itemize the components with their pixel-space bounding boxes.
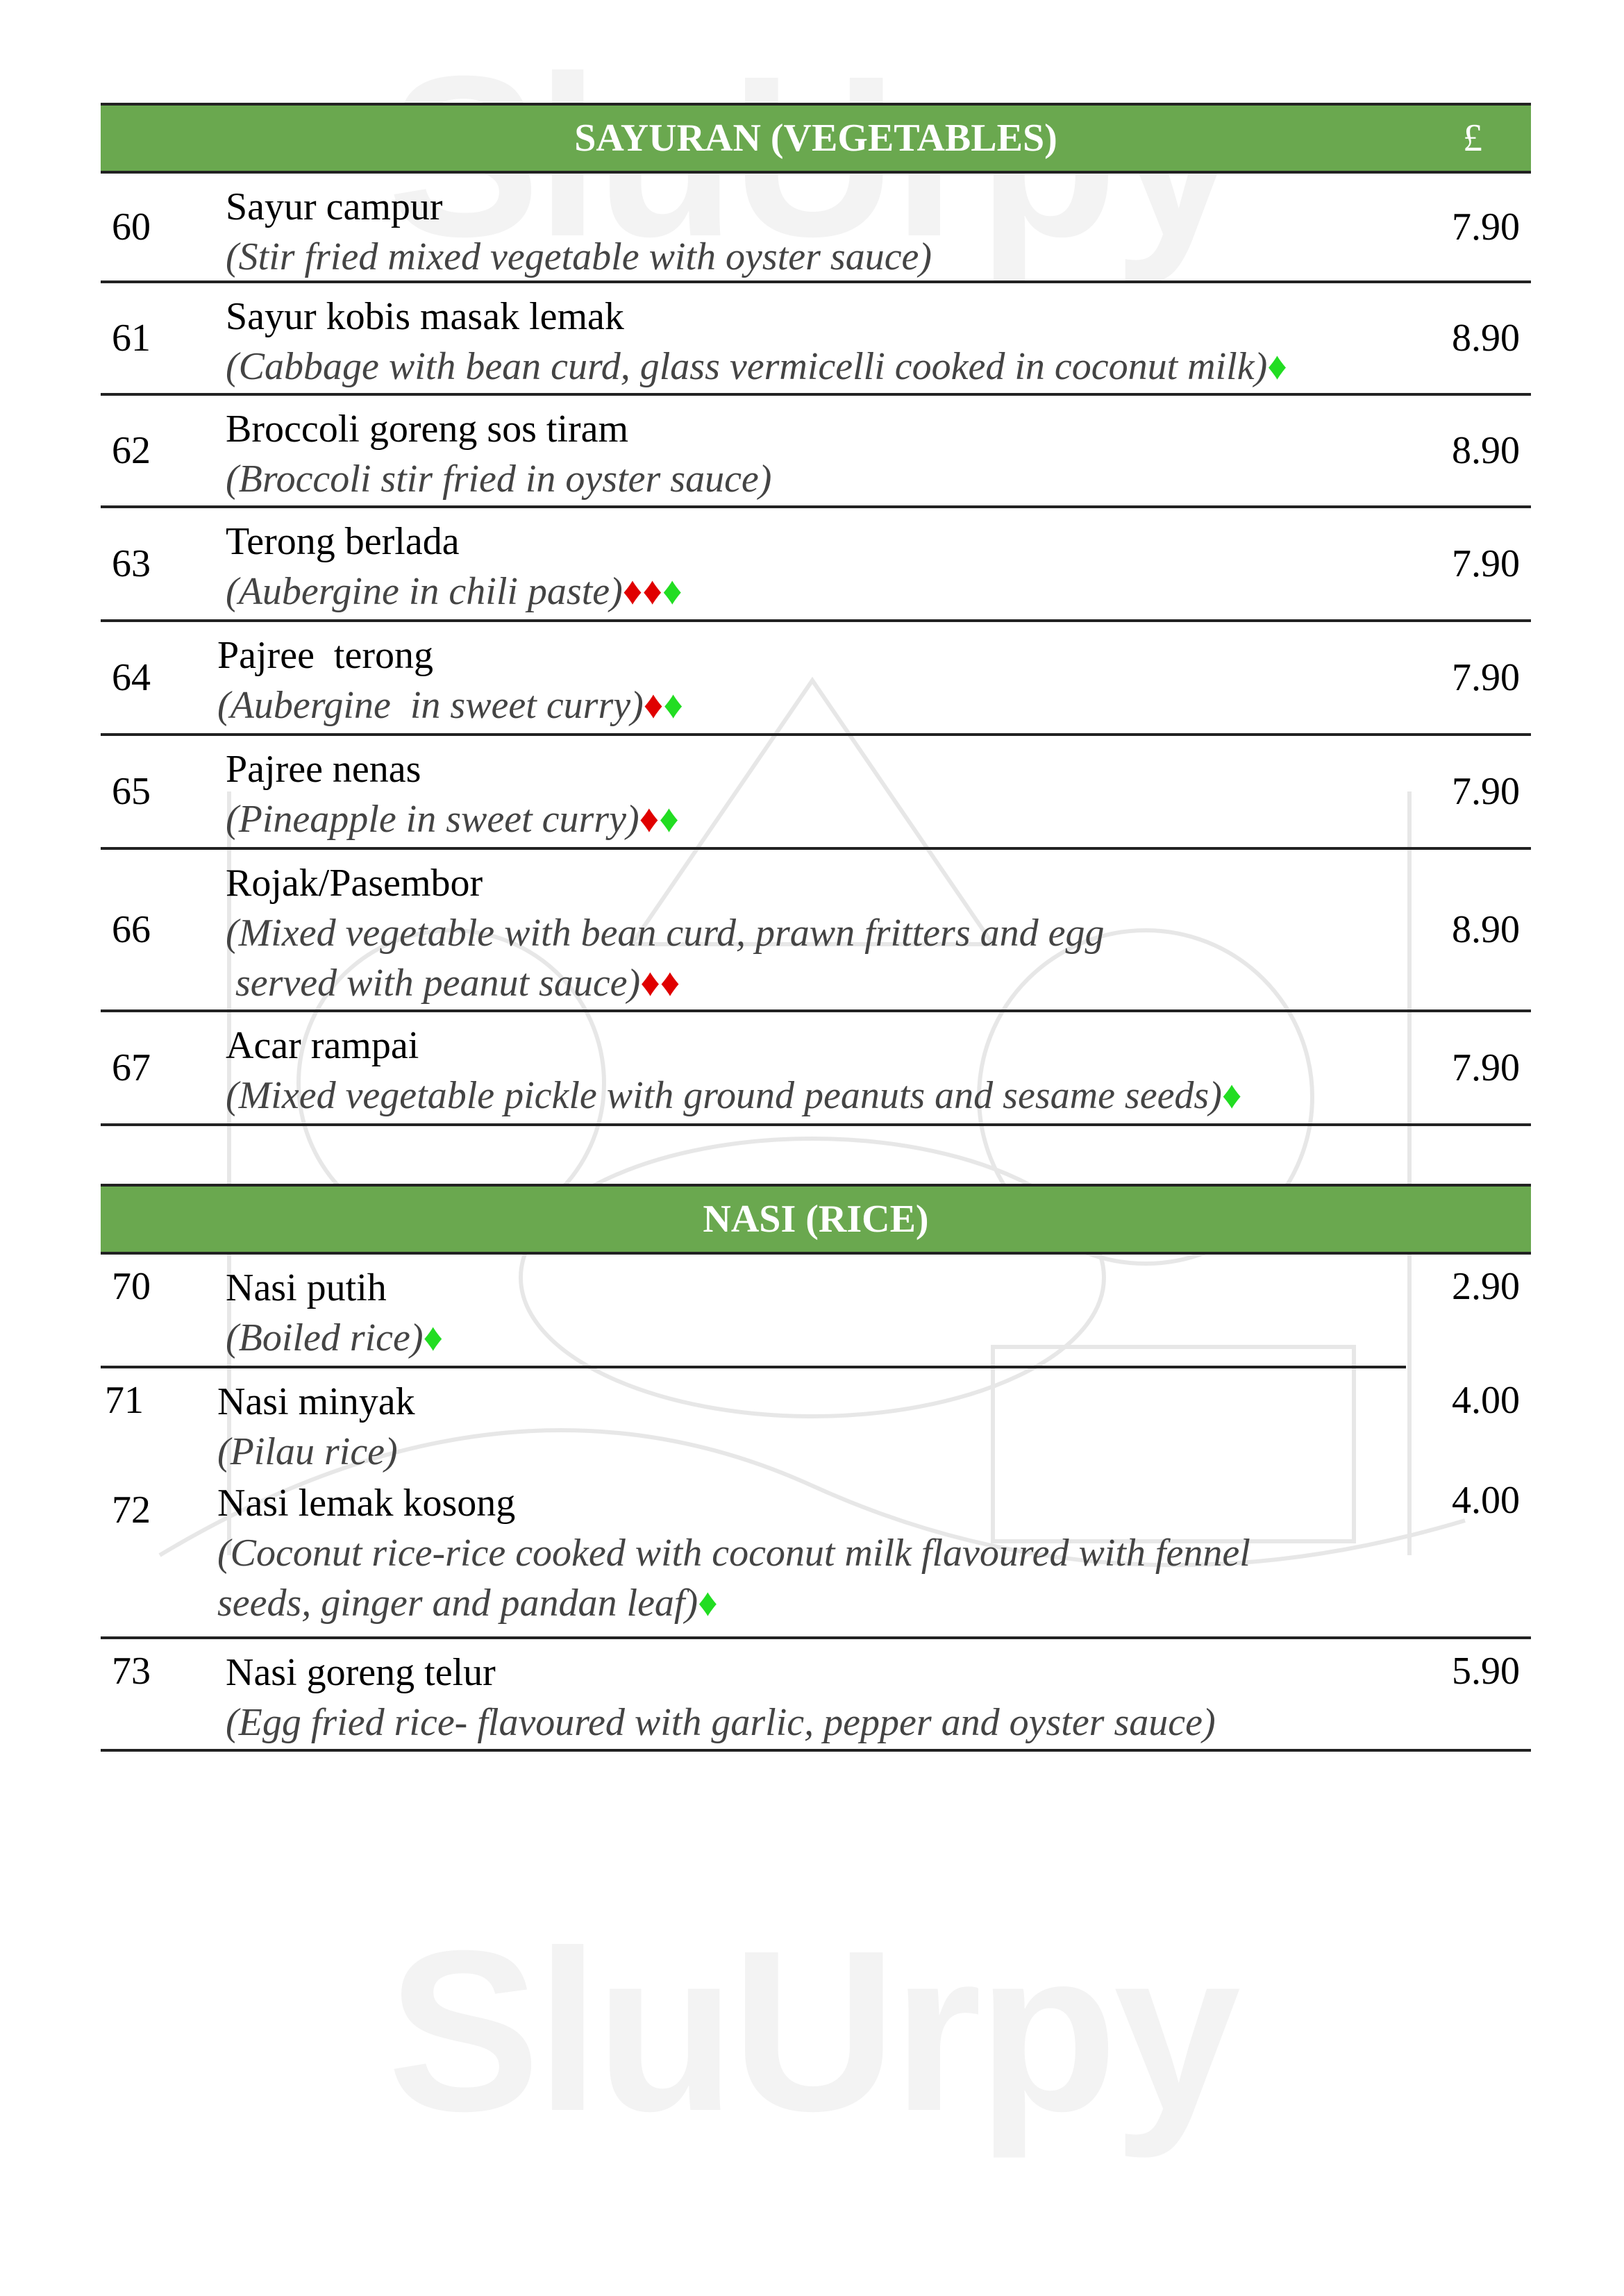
chili-spicy-icon: ♦	[643, 684, 664, 727]
vegetarian-icon: ♦	[698, 1582, 718, 1625]
item-number: 64	[112, 656, 151, 699]
item-price: 4.00	[1452, 1479, 1520, 1522]
item-price: 7.90	[1452, 206, 1520, 249]
item-price: 8.90	[1452, 317, 1520, 360]
item-description: (Pilau rice)	[217, 1430, 398, 1473]
menu-item-64	[101, 622, 1531, 736]
item-number: 66	[112, 908, 151, 951]
item-description: (Mixed vegetable pickle with ground peanuts and sesame seeds)	[226, 1074, 1222, 1117]
rice-section	[101, 1184, 1531, 1752]
item-description-continued: seeds, ginger and pandan leaf)	[217, 1582, 698, 1625]
vegetables-header	[101, 103, 1531, 174]
vegetarian-icon: ♦	[663, 684, 683, 727]
watermark-bottom	[0, 1916, 1624, 2145]
menu-item-61	[101, 283, 1531, 396]
chili-spicy-icon: ♦	[639, 798, 660, 841]
item-description: (Aubergine in sweet curry)	[217, 684, 644, 727]
vegetarian-icon: ♦	[659, 798, 679, 841]
item-name: Rojak/Pasembor	[226, 862, 483, 905]
item-name: Pajree nenas	[226, 748, 421, 791]
item-description: (Cabbage with bean curd, glass vermicelli cooked in coconut milk)	[226, 345, 1268, 388]
currency-symbol: £	[1463, 117, 1482, 160]
item-name: Nasi goreng telur	[226, 1651, 496, 1694]
item-number: 72	[112, 1489, 151, 1532]
menu-item-70	[101, 1255, 1520, 1368]
menu-item-63	[101, 508, 1531, 622]
rice-title: NASI (RICE)	[703, 1198, 929, 1241]
item-name: Nasi minyak	[217, 1380, 415, 1423]
item-name: Sayur campur	[226, 185, 443, 228]
item-description: (Boiled rice)	[226, 1316, 424, 1359]
item-description: (Broccoli stir fried in oyster sauce)	[226, 458, 772, 501]
item-name: Terong berlada	[226, 520, 460, 563]
vegetarian-icon: ♦	[1221, 1074, 1242, 1117]
item-number: 70	[112, 1265, 151, 1308]
vegetarian-icon: ♦	[662, 570, 683, 613]
item-description: (Coconut rice-rice cooked with coconut milk flavoured with fennel	[217, 1532, 1250, 1575]
menu-item-60	[101, 174, 1531, 283]
vegetarian-icon: ♦	[1267, 345, 1287, 388]
item-description: (Aubergine in chili paste)	[226, 570, 623, 613]
item-number: 73	[112, 1650, 151, 1693]
item-price: 2.90	[1452, 1265, 1520, 1308]
item-number: 63	[112, 542, 151, 585]
item-description: (Egg fried rice- flavoured with garlic, pepper and oyster sauce)	[226, 1701, 1216, 1744]
item-description-continued: served with peanut sauce)	[226, 962, 641, 1005]
item-number: 67	[112, 1046, 151, 1089]
chili-spicy-icon: ♦♦	[622, 570, 662, 613]
item-name: Nasi putih	[226, 1266, 387, 1309]
item-price: 8.90	[1452, 908, 1520, 951]
item-price: 7.90	[1452, 542, 1520, 585]
vegetables-title: SAYURAN (VEGETABLES)	[574, 117, 1057, 160]
chili-spicy-icon: ♦♦	[640, 962, 680, 1005]
vegetarian-icon: ♦	[423, 1316, 444, 1359]
item-number: 62	[112, 429, 151, 472]
item-price: 7.90	[1452, 1046, 1520, 1089]
item-name: Broccoli goreng sos tiram	[226, 408, 629, 451]
item-name: Nasi lemak kosong	[217, 1482, 516, 1525]
item-description: (Pineapple in sweet curry)	[226, 798, 639, 841]
item-number: 61	[112, 317, 151, 360]
item-number: 65	[112, 770, 151, 813]
item-price: 8.90	[1452, 429, 1520, 472]
item-number: 60	[112, 206, 151, 249]
item-name: Acar rampai	[226, 1024, 419, 1067]
item-name: Sayur kobis masak lemak	[226, 295, 624, 338]
vegetables-section	[101, 103, 1531, 1126]
menu-item-65	[101, 736, 1531, 850]
item-number: 71	[105, 1379, 144, 1422]
item-description: (Mixed vegetable with bean curd, prawn fritters and egg	[226, 912, 1105, 955]
item-price: 7.90	[1452, 656, 1520, 699]
menu-item-67	[101, 1012, 1531, 1126]
item-price: 4.00	[1452, 1379, 1520, 1422]
item-name: Pajree terong	[217, 634, 433, 677]
menu-item-66	[101, 850, 1531, 1012]
item-description: (Stir fried mixed vegetable with oyster sauce)	[226, 235, 932, 278]
item-price: 7.90	[1452, 770, 1520, 813]
menu-item-73	[101, 1639, 1531, 1752]
rice-header	[101, 1184, 1531, 1255]
menu-item-71	[101, 1368, 1531, 1478]
item-price: 5.90	[1452, 1650, 1520, 1693]
menu-item-62	[101, 396, 1531, 508]
menu-item-72	[101, 1478, 1531, 1639]
